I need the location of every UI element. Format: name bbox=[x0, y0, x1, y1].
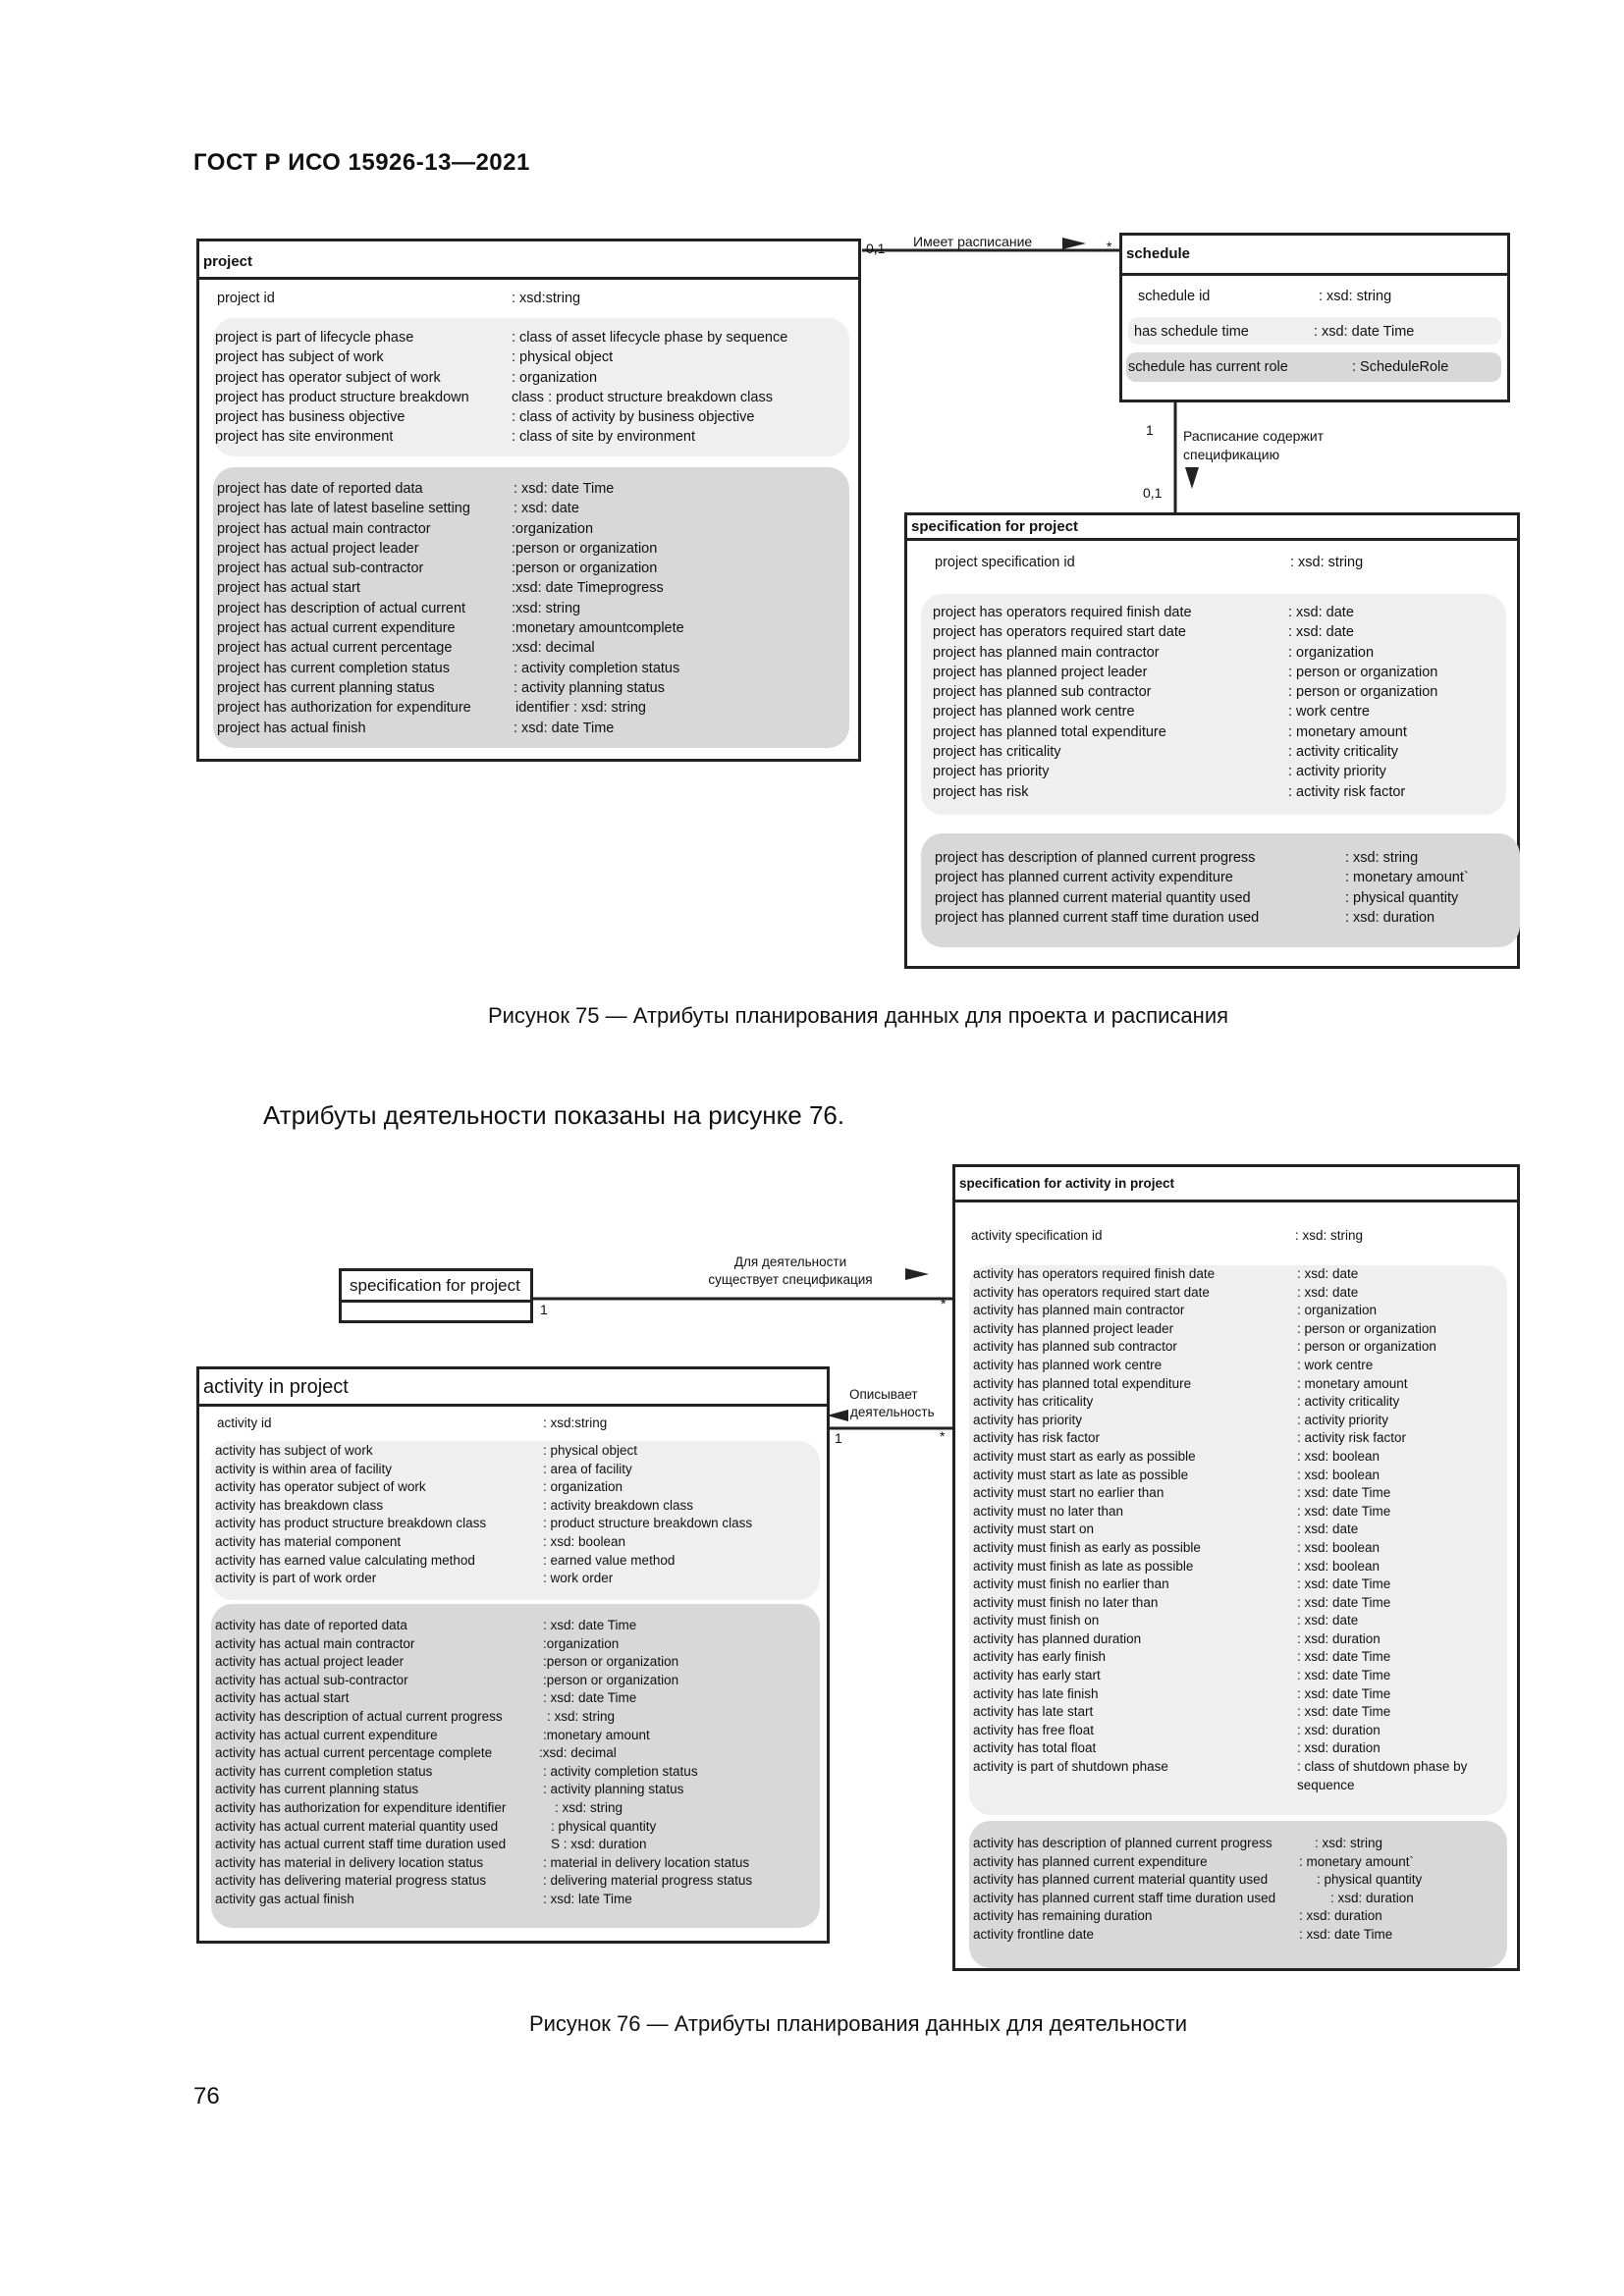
assoc-spec-label-line1: Для деятельности bbox=[733, 1255, 847, 1269]
attribute-name: activity must finish as late as possible bbox=[973, 1558, 1194, 1574]
attribute-name: schedule has current role bbox=[1128, 359, 1288, 375]
attribute-type: : xsd: date Time bbox=[1297, 1485, 1391, 1501]
attribute-name: activity has current planning status bbox=[215, 1782, 419, 1797]
attribute-name: project has current completion status bbox=[217, 660, 450, 676]
class-title: specification for project bbox=[342, 1271, 530, 1303]
attribute-type: : xsd: string bbox=[1315, 1836, 1383, 1850]
class-schedule bbox=[1119, 233, 1510, 402]
attribute-name: activity has description of planned current progress bbox=[973, 1836, 1272, 1850]
attribute-name: activity has priority bbox=[973, 1412, 1083, 1427]
attribute-name: project has late of latest baseline setting bbox=[217, 501, 470, 517]
assoc-schedule-label: Имеет расписание bbox=[913, 234, 1033, 249]
attribute-type: : physical quantity bbox=[1317, 1872, 1423, 1888]
attribute-name: activity gas actual finish bbox=[215, 1891, 354, 1906]
attribute-name: activity must start no earlier than bbox=[973, 1485, 1164, 1501]
attribute-name: activity has breakdown class bbox=[215, 1497, 384, 1513]
attribute-type: : organization bbox=[543, 1479, 623, 1495]
attribute-name: project has operators required finish date bbox=[933, 605, 1192, 620]
attribute-name: project has planned sub contractor bbox=[933, 684, 1152, 701]
attribute-type: : xsd: date Time bbox=[1299, 1926, 1393, 1942]
attribute-name: activity must start on bbox=[973, 1522, 1095, 1537]
class-title: project bbox=[199, 241, 858, 280]
attribute-type: : xsd: date bbox=[1297, 1613, 1359, 1629]
attribute-type: : xsd: date bbox=[1297, 1522, 1359, 1537]
attribute-type: : activity priority bbox=[1288, 764, 1386, 780]
attribute-name: activity has date of reported data bbox=[215, 1618, 407, 1632]
attribute-type: : monetary amount bbox=[1297, 1375, 1408, 1391]
attribute-type: : physical quantity bbox=[1345, 889, 1459, 906]
attribute-type: : xsd: date bbox=[1297, 1266, 1359, 1281]
attribute-name: project has planned main contractor bbox=[933, 644, 1160, 661]
attribute-type: : activity criticality bbox=[1288, 744, 1398, 761]
attribute-type: : xsd:string bbox=[543, 1415, 608, 1430]
attribute-name: activity has actual project leader bbox=[215, 1654, 405, 1670]
attribute-name: project has actual project leader bbox=[217, 540, 419, 557]
attribute-type: identifier : xsd: string bbox=[515, 700, 646, 717]
attribute-name: activity has planned total expenditure bbox=[973, 1375, 1192, 1391]
attribute-type: : activity risk factor bbox=[1297, 1430, 1407, 1446]
attribute-type: : organization bbox=[512, 369, 598, 386]
attribute-name: activity must finish no later than bbox=[973, 1594, 1159, 1610]
attribute-name: activity has actual current staff time duration used bbox=[215, 1837, 507, 1852]
attribute-type: : product structure breakdown class bbox=[543, 1516, 753, 1531]
attribute-type: : xsd: date Time bbox=[514, 481, 615, 497]
attribute-type: : organization bbox=[1288, 644, 1375, 661]
attribute-type: : xsd: boolean bbox=[1297, 1467, 1380, 1482]
assoc-spec-mult-left: 1 bbox=[540, 1302, 548, 1317]
attribute-type: :xsd: date Timeprogress bbox=[512, 580, 664, 597]
attribute-type: : class of site by environment bbox=[512, 429, 695, 446]
direction-arrow-icon bbox=[1062, 236, 1088, 251]
attribute-name: project has description of actual current bbox=[217, 600, 466, 616]
attribute-name: activity has subject of work bbox=[215, 1443, 373, 1458]
attribute-name: project is part of lifecycle phase bbox=[215, 330, 414, 346]
attribute-name: project has actual current percentage bbox=[217, 640, 453, 657]
attribute-type: : xsd: date Time bbox=[1297, 1704, 1391, 1720]
attribute-name: activity must no later than bbox=[973, 1503, 1124, 1519]
attribute-name: activity id bbox=[217, 1415, 272, 1430]
attribute-name: project has planned total expenditure bbox=[933, 723, 1166, 740]
attribute-name: project has operators required start date bbox=[933, 624, 1186, 641]
attribute-type: : xsd: boolean bbox=[1297, 1448, 1380, 1464]
assoc-spec-label-line1: Расписание содержит bbox=[1183, 428, 1325, 444]
attribute-type: : earned value method bbox=[543, 1552, 676, 1568]
attribute-type: : area of facility bbox=[543, 1461, 632, 1476]
attribute-type: : xsd: date bbox=[1288, 624, 1354, 641]
body-paragraph: Атрибуты деятельности показаны на рисунке 76. bbox=[263, 1100, 845, 1130]
attribute-type: : xsd: date Time bbox=[1297, 1668, 1391, 1683]
attribute-type: : xsd: late Time bbox=[543, 1891, 632, 1906]
attribute-name: project has planned current material quantity used bbox=[935, 889, 1251, 906]
attribute-type: : person or organization bbox=[1297, 1339, 1436, 1355]
attribute-type: : person or organization bbox=[1297, 1320, 1436, 1336]
attribute-name: project has business objective bbox=[215, 409, 406, 426]
attribute-type: : xsd: date Time bbox=[1297, 1685, 1391, 1701]
attribute-name: project has site environment bbox=[215, 429, 394, 446]
attribute-type: : activity planning status bbox=[543, 1782, 684, 1797]
attribute-type: :xsd: decimal bbox=[539, 1745, 617, 1761]
attribute-name: activity has actual current material quantity used bbox=[215, 1818, 499, 1834]
attribute-name: activity has operators required start date bbox=[973, 1284, 1210, 1300]
attribute-name: activity has planned project leader bbox=[973, 1320, 1174, 1336]
attribute-name: project has operator subject of work bbox=[215, 369, 441, 386]
attribute-name: activity has actual current expenditure bbox=[215, 1727, 438, 1742]
attribute-name: activity has risk factor bbox=[973, 1430, 1101, 1446]
assoc-schedule-mult-left: 0,1 bbox=[866, 240, 886, 256]
assoc-activity-mult-left: 1 bbox=[835, 1430, 842, 1446]
attribute-name: activity has current completion status bbox=[215, 1763, 433, 1779]
attribute-type: : xsd: date bbox=[1297, 1284, 1359, 1300]
attribute-type: : delivering material progress status bbox=[543, 1873, 753, 1889]
attribute-name: project has planned current staff time duration used bbox=[935, 909, 1260, 926]
attribute-type: :xsd: decimal bbox=[512, 640, 595, 657]
figure76-caption: Рисунок 76 — Атрибуты планирования данных для деятельности bbox=[528, 2011, 1188, 2036]
assoc-activity-label-line2: деятельность bbox=[850, 1405, 935, 1419]
assoc-activity-label-line1: Описывает bbox=[849, 1387, 918, 1402]
attribute-type: :xsd: string bbox=[512, 600, 581, 616]
document-header: ГОСТ Р ИСО 15926-13—2021 bbox=[193, 149, 530, 176]
class-specification-for-project bbox=[904, 512, 1520, 969]
attribute-type: : xsd: duration bbox=[1297, 1740, 1380, 1756]
attribute-name: activity has actual current percentage complete bbox=[215, 1745, 493, 1761]
attribute-name: schedule id bbox=[1138, 289, 1211, 304]
attribute-name: activity has actual sub-contractor bbox=[215, 1672, 408, 1687]
attribute-type: : xsd: duration bbox=[1330, 1890, 1414, 1905]
attribute-name: project has risk bbox=[933, 783, 1029, 800]
attribute-name: activity has actual main contractor bbox=[215, 1635, 415, 1651]
attribute-type: : activity priority bbox=[1297, 1412, 1389, 1427]
attribute-name: activity has planned duration bbox=[973, 1630, 1142, 1646]
attribute-name: project has actual sub-contractor bbox=[217, 561, 424, 577]
attribute-type: : person or organization bbox=[1288, 664, 1438, 680]
attribute-type: :person or organization bbox=[512, 561, 658, 577]
attribute-type: : xsd: string bbox=[1345, 850, 1419, 866]
attribute-type: : class of activity by business objective bbox=[512, 409, 755, 426]
attribute-name: project has criticality bbox=[933, 744, 1061, 761]
assoc-spec-mult-right: * bbox=[941, 1296, 947, 1311]
attribute-type: : xsd: boolean bbox=[543, 1533, 626, 1549]
attribute-name: project specification id bbox=[935, 555, 1075, 570]
attribute-type: : xsd: string bbox=[1295, 1228, 1364, 1243]
attribute-name: project has planned project leader bbox=[933, 664, 1148, 680]
attribute-type: : xsd: date bbox=[1288, 605, 1354, 620]
attribute-name: project has planned work centre bbox=[933, 704, 1135, 721]
attribute-type: : ScheduleRole bbox=[1352, 359, 1449, 375]
attribute-name: activity has planned work centre bbox=[973, 1357, 1163, 1372]
attribute-name: activity has planned current material quantity used bbox=[973, 1872, 1269, 1888]
attribute-type: : activity planning status bbox=[514, 679, 665, 696]
direction-arrow-icon bbox=[827, 1408, 850, 1423]
attribute-name: activity has material in delivery location status bbox=[215, 1854, 484, 1870]
attribute-name: project has description of planned current progress bbox=[935, 850, 1256, 866]
attribute-type: : xsd: date bbox=[514, 501, 579, 517]
attribute-type: : material in delivery location status bbox=[543, 1854, 750, 1870]
attribute-name: project has current planning status bbox=[217, 679, 435, 696]
attribute-type: : xsd: date Time bbox=[543, 1618, 637, 1632]
class-title: activity in project bbox=[199, 1369, 827, 1407]
figure75-caption: Рисунок 75 — Атрибуты планирования данных для проекта и расписания bbox=[487, 1003, 1229, 1028]
attribute-type: : work centre bbox=[1297, 1357, 1374, 1372]
attribute-type: : organization bbox=[1297, 1303, 1378, 1318]
attribute-name: has schedule time bbox=[1134, 324, 1249, 340]
attribute-name: activity has product structure breakdown class bbox=[215, 1516, 487, 1531]
attribute-type: : class of asset lifecycle phase by sequence bbox=[512, 330, 788, 346]
attribute-type: : activity completion status bbox=[543, 1763, 698, 1779]
attribute-name: activity must finish as early as possible bbox=[973, 1539, 1201, 1555]
assoc-spec-mult-top: 1 bbox=[1146, 422, 1154, 438]
attribute-name: project has authorization for expenditure bbox=[217, 700, 471, 717]
attribute-type: :organization bbox=[543, 1635, 620, 1651]
attribute-type: : xsd: duration bbox=[1297, 1630, 1380, 1646]
attribute-type: : activity criticality bbox=[1297, 1394, 1400, 1410]
attribute-type: :person or organization bbox=[543, 1654, 679, 1670]
attribute-name: project has actual main contractor bbox=[217, 520, 431, 537]
attribute-type: : xsd: duration bbox=[1299, 1908, 1382, 1924]
attribute-name: project has date of reported data bbox=[217, 481, 423, 497]
attribute-name: activity has operators required finish date bbox=[973, 1266, 1216, 1281]
attribute-name: project has product structure breakdown bbox=[215, 389, 469, 405]
class-specification-for-activity bbox=[952, 1164, 1520, 1971]
direction-arrow-icon bbox=[1184, 467, 1200, 491]
attribute-name: activity has criticality bbox=[973, 1394, 1094, 1410]
attribute-type: : physical object bbox=[543, 1443, 638, 1458]
attribute-type: : class of shutdown phase by sequence bbox=[1297, 1759, 1468, 1792]
attribute-type: : physical quantity bbox=[551, 1818, 657, 1834]
attribute-name: activity has late finish bbox=[973, 1685, 1099, 1701]
attribute-type: class : product structure breakdown class bbox=[512, 389, 773, 405]
attribute-name: activity has late start bbox=[973, 1704, 1094, 1720]
attribute-type: : activity completion status bbox=[514, 660, 680, 676]
attribute-name: activity is part of shutdown phase bbox=[973, 1759, 1168, 1775]
attribute-name: activity has planned sub contractor bbox=[973, 1339, 1177, 1355]
attribute-type: :monetary amount bbox=[543, 1727, 650, 1742]
attribute-type: : xsd: string bbox=[1319, 289, 1392, 304]
class-title: specification for project bbox=[907, 515, 1517, 541]
attribute-type: : xsd: duration bbox=[1345, 909, 1435, 926]
attribute-type: : monetary amount` bbox=[1345, 870, 1469, 886]
class-title: schedule bbox=[1122, 236, 1507, 276]
attribute-name: activity has early start bbox=[973, 1668, 1101, 1683]
attribute-type: : xsd: date Time bbox=[1297, 1503, 1391, 1519]
attribute-name: activity has planned current staff time duration used bbox=[973, 1890, 1276, 1905]
attribute-type: : xsd: boolean bbox=[1297, 1539, 1380, 1555]
attribute-name: activity is part of work order bbox=[215, 1571, 377, 1586]
attribute-name: activity has early finish bbox=[973, 1649, 1107, 1665]
attribute-name: activity has material component bbox=[215, 1533, 402, 1549]
class-title: specification for activity in project bbox=[955, 1167, 1517, 1202]
attribute-name: activity must start as late as possible bbox=[973, 1467, 1189, 1482]
attribute-type: : work centre bbox=[1288, 704, 1370, 721]
attribute-type: : xsd: string bbox=[547, 1708, 616, 1724]
direction-arrow-icon bbox=[905, 1266, 931, 1282]
attribute-type: : xsd: date Time bbox=[1297, 1649, 1391, 1665]
class-project bbox=[196, 239, 861, 762]
attribute-type: : physical object bbox=[512, 349, 614, 366]
attribute-name: activity must finish on bbox=[973, 1613, 1100, 1629]
attribute-name: activity must finish no earlier than bbox=[973, 1576, 1169, 1592]
attribute-name: project has priority bbox=[933, 764, 1050, 780]
attribute-type: : xsd: string bbox=[1290, 555, 1364, 570]
attribute-name: activity has remaining duration bbox=[973, 1908, 1153, 1924]
attribute-name: activity has actual start bbox=[215, 1690, 350, 1706]
attribute-name: project has actual start bbox=[217, 580, 360, 597]
attribute-type: :organization bbox=[512, 520, 594, 537]
attribute-name: activity has total float bbox=[973, 1740, 1097, 1756]
attribute-type: : xsd: boolean bbox=[1297, 1558, 1380, 1574]
attribute-name: project has planned current activity expenditure bbox=[935, 870, 1233, 886]
attribute-name: activity has delivering material progress status bbox=[215, 1873, 487, 1889]
attribute-name: project has subject of work bbox=[215, 349, 384, 366]
attribute-type: :monetary amountcomplete bbox=[512, 620, 684, 637]
attribute-name: activity specification id bbox=[971, 1228, 1103, 1243]
attribute-type: : xsd: date Time bbox=[1297, 1594, 1391, 1610]
attribute-type: :person or organization bbox=[543, 1672, 679, 1687]
attribute-name: project id bbox=[217, 291, 275, 306]
attribute-name: activity has description of actual current progress bbox=[215, 1708, 503, 1724]
attribute-type: : xsd: date Time bbox=[1314, 324, 1415, 340]
assoc-spec-label-line2: спецификацию bbox=[1183, 447, 1280, 462]
attribute-type: : xsd: string bbox=[555, 1799, 623, 1815]
assoc-schedule-mult-right: * bbox=[1107, 239, 1112, 254]
class-activity-in-project bbox=[196, 1366, 830, 1944]
attribute-type: : xsd: date Time bbox=[543, 1690, 637, 1706]
attribute-type: : work order bbox=[543, 1571, 614, 1586]
assoc-activity-mult-right: * bbox=[940, 1428, 946, 1444]
attribute-name: activity has planned current expenditure bbox=[973, 1853, 1208, 1869]
assoc-spec-label-line2: существует спецификация bbox=[708, 1272, 873, 1287]
attribute-name: activity has earned value calculating method bbox=[215, 1552, 475, 1568]
attribute-type: : xsd:string bbox=[512, 291, 581, 306]
attribute-name: project has actual finish bbox=[217, 720, 366, 736]
attribute-type: : activity risk factor bbox=[1288, 783, 1406, 800]
attribute-type: : xsd: duration bbox=[1297, 1722, 1380, 1737]
attribute-type: S : xsd: duration bbox=[551, 1837, 647, 1852]
attribute-type: : person or organization bbox=[1288, 684, 1438, 701]
attribute-name: activity has authorization for expenditure identifier bbox=[215, 1799, 507, 1815]
class-specification-for-project-ref bbox=[339, 1268, 533, 1323]
attribute-name: activity must start as early as possible bbox=[973, 1448, 1196, 1464]
attribute-name: activity is within area of facility bbox=[215, 1461, 393, 1476]
attribute-type: : monetary amount` bbox=[1299, 1853, 1415, 1869]
page-number: 76 bbox=[193, 2083, 220, 2109]
attribute-type: : xsd: date Time bbox=[514, 720, 615, 736]
attribute-name: activity frontline date bbox=[973, 1926, 1095, 1942]
attribute-name: activity has operator subject of work bbox=[215, 1479, 426, 1495]
attribute-type: : activity breakdown class bbox=[543, 1497, 694, 1513]
attribute-name: activity has planned main contractor bbox=[973, 1303, 1185, 1318]
attribute-type: :person or organization bbox=[512, 540, 658, 557]
attribute-type: : xsd: date Time bbox=[1297, 1576, 1391, 1592]
attribute-type: : monetary amount bbox=[1288, 723, 1407, 740]
attribute-name: activity has free float bbox=[973, 1722, 1095, 1737]
assoc-spec-mult-bottom: 0,1 bbox=[1143, 485, 1163, 501]
attribute-name: project has actual current expenditure bbox=[217, 620, 456, 637]
